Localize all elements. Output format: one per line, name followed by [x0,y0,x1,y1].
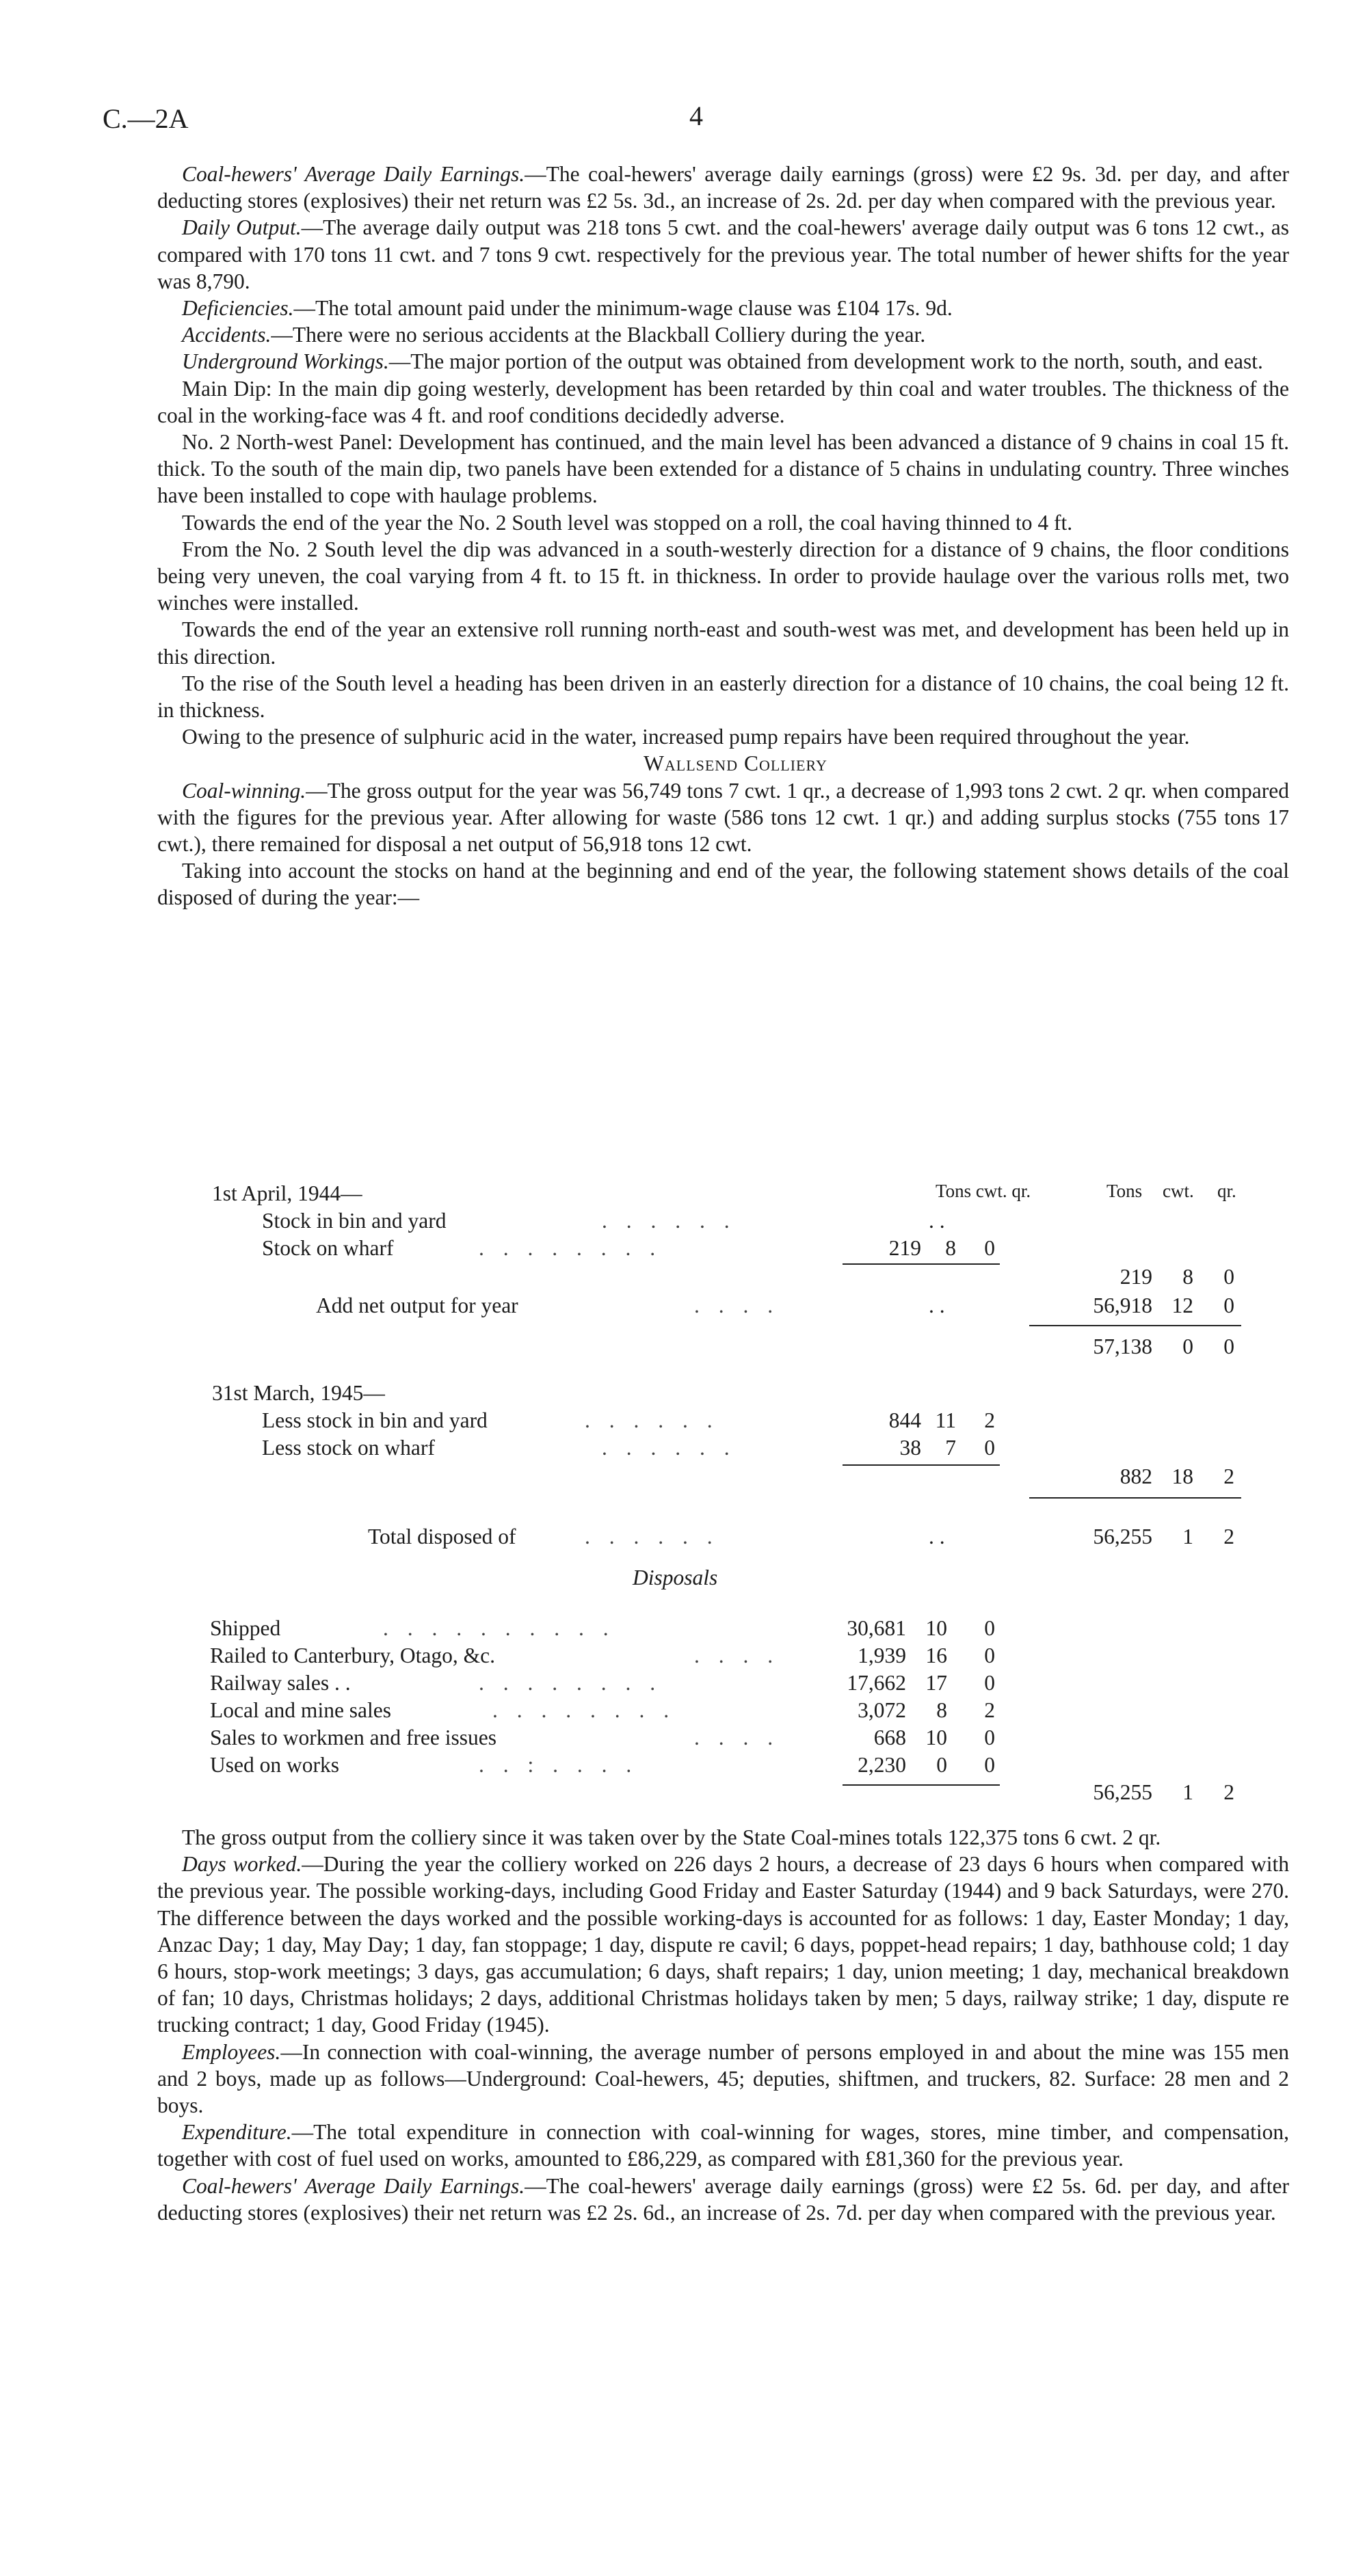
disposal-qr: 2 [984,1698,995,1722]
disposals-table: Shipped . . . . . . . . . . 30,681 10 0 Railed to Canterbury, Otago, &c. . . . . 1,939 16 0 Railway sales . . . . . . . . . . 17,662 17 0 Local and mine sales . . . . . . . . 3,072 8 2 Sales to workmen and free issues . . . . 668 10 0 Used on works . . : . . . . 2,230 0 0 56,255 1 2 [0,0,1365,2576]
disposal-tons: 668 [873,1726,906,1749]
col-header-cwt: cwt. [1163,1181,1194,1201]
rule [843,1784,1000,1786]
paragraph: The gross output from the colliery since it was taken over by the State Coal-mines totals 122,375 tons 6 cwt. 2 qr. [182,1825,1161,1849]
col-header-left: Tons cwt. qr. [936,1181,1031,1201]
disposal-tons: 17,662 [847,1671,906,1695]
paragraph: No. 2 North-west Panel: Development has continued, and the main level has been advanced a distance of 9 chains in coal 15 ft. thick. To the south of the main dip, two panels have been extended for a distance of 5 chains in undulating country. Three winches have been installed to cope with haulage problems. [157,430,1289,508]
disposal-qr: 0 [984,1616,995,1640]
label-total-disposed: Total disposed of [368,1525,516,1548]
subtotal1-cwt: 8 [1182,1265,1193,1289]
disposal-tons: 2,230 [858,1753,906,1777]
paragraph: Taking into account the stocks on hand at the beginning and end of the year, the following statement shows details of the coal disposed of during the year:— [157,859,1289,910]
paragraph: Towards the end of the year the No. 2 South level was stopped on a roll, the coal having thinned to 4 ft. [182,510,1073,535]
paragraph: Towards the end of the year an extensive roll running north-east and south-west was met, and development has been held up in this direction. [157,617,1289,669]
date-opening: 1st April, 1944— [212,1181,362,1205]
disposals-title: Disposals [633,1566,718,1589]
page-number: 4 [689,100,703,131]
disposal-cwt: 17 [925,1671,947,1695]
col-header-qr: qr. [1217,1181,1236,1201]
label-less-wharf: Less stock on wharf [262,1436,435,1460]
paragraph: Accidents.—There were no serious accidents at the Blackball Colliery during the year. [182,323,926,347]
wharf-tons: 219 [888,1236,921,1260]
less-wharf-cwt: 7 [945,1436,956,1460]
disposal-cwt: 0 [936,1753,947,1777]
body-text-bottom [157,1824,1289,2226]
total-left-blank: . . [929,1525,945,1548]
disposal-tons: 1,939 [858,1643,906,1667]
disposals-total-qr: 2 [1223,1780,1234,1804]
total1-tons: 57,138 [1093,1334,1152,1358]
disposal-cwt: 10 [925,1616,947,1640]
paragraph: Owing to the presence of sulphuric acid in the water, increased pump repairs have been required throughout the year. [182,725,1190,749]
disposal-label: Shipped [210,1616,281,1640]
label-stock-wharf: Stock on wharf [262,1236,394,1260]
paragraph: Employees.—In connection with coal-winning, the average number of persons employed in and about the mine was 155 men and 2 boys, made up as follows—Underground: Coal-hewers, 45; deputies, shiftmen, and truckers, 82. Surface: 28 men and 2 boys. [157,2039,1289,2118]
paragraph: Main Dip: In the main dip going westerly, development has been retarded by thin coal and water troubles. The thickness of the coal in the working-face was 4 ft. and roof conditions decidedly adverse. [157,376,1289,427]
value-stock-bin-yard: . . [929,1209,945,1233]
subtotal1-qr: 0 [1223,1265,1234,1289]
disposal-tons: 30,681 [847,1616,906,1640]
paragraph: Coal-hewers' Average Daily Earnings.—The coal-hewers' average daily earnings (gross) were £2 9s. 3d. per day, and after deducting stores (explosives) their net return was £2 5s. 3d., an increase of 2s. 2d. per day when compared with the previous year. [157,162,1290,213]
disposals-total-tons: 56,255 [1093,1780,1152,1804]
paragraph: Coal-hewers' Average Daily Earnings.—The coal-hewers' average daily earnings (gross) were £2 5s. 6d. per day, and after deducting stores (explosives) their net return was £2 2s. 6d., an increase of 2s. 7d. per day when compared with the previous year. [157,2173,1290,2225]
col-header-tons: Tons [1106,1181,1143,1201]
paragraph: To the rise of the South level a heading has been driven in an easterly direction for a distance of 10 chains, the coal being 12 ft. in thickness. [157,671,1289,723]
total1-cwt: 0 [1182,1334,1193,1358]
less-bin-tons: 844 [888,1408,921,1432]
subtotal2-cwt: 18 [1171,1464,1193,1488]
paragraph: Coal-winning.—The gross output for the year was 56,749 tons 7 cwt. 1 qr., a decrease of 1,993 tons 2 cwt. 2 qr. when compared with the figures for the previous year. After allowing for waste (586 tons 12 cwt. 1 qr.) and adding surplus stocks (755 tons 17 cwt.), there remained for disposal a net output of 56,918 tons 12 cwt. [157,778,1289,857]
add-tons: 56,918 [1093,1293,1152,1317]
wharf-qr: 0 [984,1236,995,1260]
label-stock-bin-yard: Stock in bin and yard [262,1209,447,1233]
paragraph: Deficiencies.—The total amount paid under the minimum-wage clause was £104 17s. 9d. [182,296,953,321]
disposal-qr: 0 [984,1671,995,1695]
disposal-qr: 0 [984,1753,995,1777]
less-bin-cwt: 11 [935,1408,956,1432]
paragraph: Underground Workings.—The major portion of the output was obtained from development work to the north, south, and east. [182,349,1263,374]
disposal-label: Sales to workmen and free issues [210,1726,497,1749]
subtotal2-tons: 882 [1119,1464,1152,1488]
disposal-label: Used on works [210,1753,339,1777]
disposal-cwt: 16 [925,1643,947,1667]
add-left-blank: . . [929,1293,945,1317]
disposal-qr: 0 [984,1643,995,1667]
date-closing: 31st March, 1945— [212,1381,385,1405]
disposal-cwt: 10 [925,1726,947,1749]
paragraph: From the No. 2 South level the dip was advanced in a south-westerly direction for a distance of 9 chains, the floor conditions being very uneven, the coal varying from 4 ft. to 15 ft. in thickness. In order to provide haulage over the various rolls met, two winches were installed. [157,537,1289,615]
subtotal2-qr: 2 [1223,1464,1234,1488]
label-add-net-output: Add net output for year [316,1293,518,1317]
disposal-label: Local and mine sales [210,1698,392,1722]
total-cwt: 1 [1182,1525,1193,1548]
disposal-label: Railed to Canterbury, Otago, &c. [210,1643,495,1667]
paragraph: Expenditure.—The total expenditure in connection with coal-winning for wages, stores, mine timber, and compensation, together with cost of fuel used on works, amounted to £86,229, as compared with £81,360 for the previous year. [157,2120,1289,2171]
disposal-tons: 3,072 [858,1698,906,1722]
disposals-total-cwt: 1 [1182,1780,1193,1804]
paragraph: Daily Output.—The average daily output was 218 tons 5 cwt. and the coal-hewers' average daily output was 6 tons 12 cwt., as compared with 170 tons 11 cwt. and 7 tons 9 cwt. respectively for the previous year. The total number of hewer shifts for the year was 8,790. [157,215,1289,293]
paragraph: Days worked.—During the year the colliery worked on 226 days 2 hours, a decrease of 23 days 6 hours when compared with the previous year. The possible working-days, including Good Friday and Easter Saturday (1944) and 9 back Saturdays, were 270. The difference between the days worked and the possible working-days is accounted for as follows: 1 day, Easter Monday; 1 day, Anzac Day; 1 day, May Day; 1 day, fan stoppage; 1 day, dispute re cavil; 6 days, poppet-head repairs; 1 day, bathhouse cold; 1 day 6 hours, stop-work meetings; 3 days, gas accumulation; 6 days, shaft repairs; 1 day, union meeting; 1 day, mechanical breakdown of fan; 10 days, Christmas holidays; 2 days, additional Christmas holidays taken by men; 5 days, railway strike; 1 day, dispute re trucking contract; 1 day, Good Friday (1945). [157,1852,1289,2037]
add-qr: 0 [1223,1293,1234,1317]
less-wharf-tons: 38 [899,1436,921,1460]
section-title: Wallsend Colliery [644,751,827,776]
less-bin-qr: 2 [984,1408,995,1432]
total-tons: 56,255 [1093,1525,1152,1548]
subtotal1-tons: 219 [1119,1265,1152,1289]
report-code: C.—2A [103,103,189,134]
total1-qr: 0 [1223,1334,1234,1358]
label-less-bin-yard: Less stock in bin and yard [262,1408,488,1432]
wharf-cwt: 8 [945,1236,956,1260]
less-wharf-qr: 0 [984,1436,995,1460]
stock-statement-table: Tons cwt. qr. Tons cwt. qr. 1st April, 1944— Stock in bin and yard . . . . . . . . Stock on wharf . . . . . . . . 219 8 0 219 8 0 Add net output for year . . . . . . 56,918 12 0 57,138 0 0 31st March, 1945— Less stock in bin and yard . . . . . . 844 11 2 Less stock on wharf . . . . . . 38 7 0 882 18 2 Total disposed of . . . . . . . . 56,255 1 2 [0,0,1365,2576]
add-cwt: 12 [1171,1293,1193,1317]
total-qr: 2 [1223,1525,1234,1548]
disposal-label: Railway sales . . [210,1671,351,1695]
disposal-qr: 0 [984,1726,995,1749]
disposal-cwt: 8 [936,1698,947,1722]
